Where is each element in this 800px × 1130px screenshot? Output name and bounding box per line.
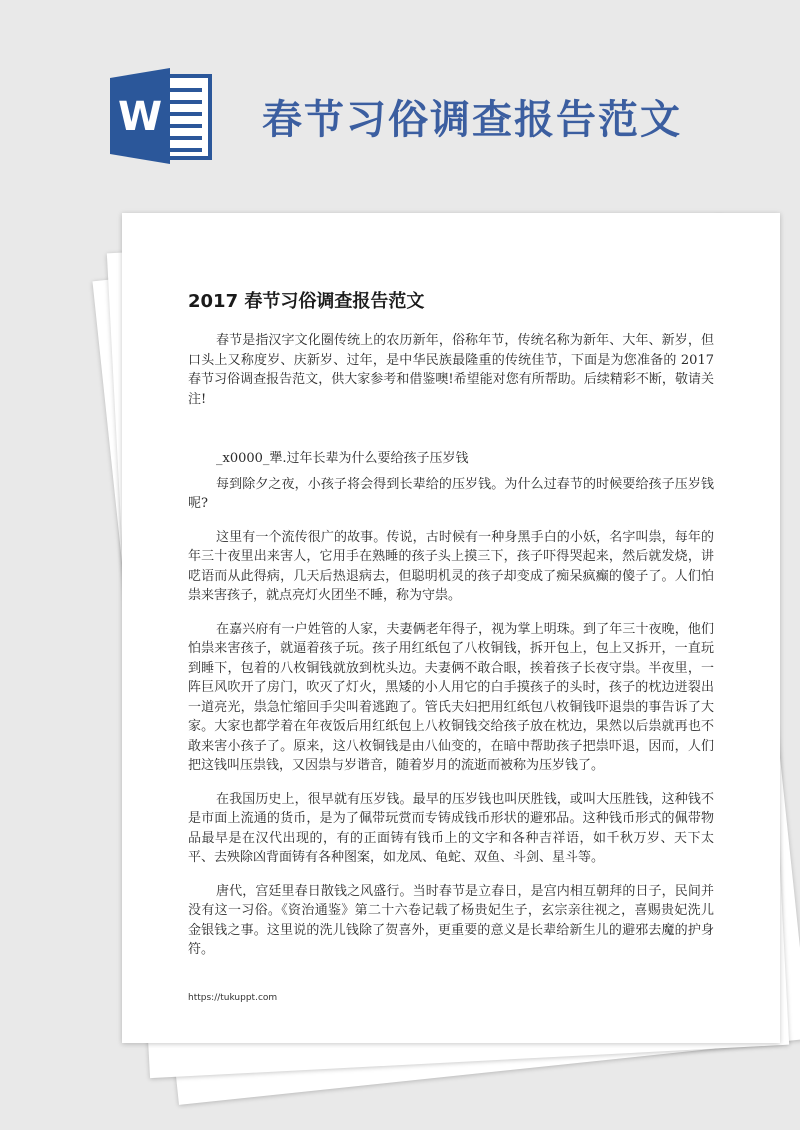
body-paragraph: 在我国历史上，很早就有压岁钱。最早的压岁钱也叫厌胜钱，或叫大压胜钱，这种钱不是市面上流通的货币，是为了佩带玩赏而专铸成钱币形状的避邪品。这种钱币形式的佩带物品最早是在汉代出现的，有的正面铸有钱币上的文字和各种吉祥语，如千秋万岁、天下太平、去殃除凶背面铸有各种图案，如龙凤、龟蛇、双鱼、斗剑、星斗等。 <box>188 791 714 865</box>
document-page <box>122 213 780 1043</box>
body-paragraph: 唐代，宫廷里春日散钱之风盛行。当时春节是立春日，是宫内相互朝拜的日子，民间并没有这一习俗。《资治通鉴》第二十六卷记载了杨贵妃生子，玄宗亲往视之，喜赐贵妃洗儿金银钱之事。这里说的洗儿钱除了贺喜外，更重要的意义是长辈给新生儿的避邪去魔的护身符。 <box>188 883 714 957</box>
body-paragraph: 每到除夕之夜，小孩子将会得到长辈给的压岁钱。为什么过春节的时候要给孩子压岁钱呢? <box>188 476 714 511</box>
document-title: 2017 春节习俗调查报告范文 <box>188 291 425 312</box>
banner-title: 春节习俗调查报告范文 <box>262 97 682 143</box>
footer-url: https://tukuppt.com <box>188 993 278 1003</box>
body-paragraph: 在嘉兴府有一户姓管的人家，夫妻俩老年得子，视为掌上明珠。到了年三十夜晚，他们怕祟来害孩子，就逼着孩子玩。孩子用红纸包了八枚铜钱，拆开包上，包上又拆开，一直玩到睡下，包着的八枚铜钱就放到枕头边。夫妻俩不敢合眼，挨着孩子长夜守祟。半夜里，一阵巨风吹开了房门，吹灭了灯火，黑矮的小人用它的白手摸孩子的头时，孩子的枕边迸裂出一道亮光，祟急忙缩回手尖叫着逃跑了。管氏夫妇把用红纸包八枚铜钱吓退祟的事告诉了大家。大家也都学着在年夜饭后用红纸包上八枚铜钱交给孩子放在枕边，果然以后祟就再也不敢来害小孩子了。原来，这八枚铜钱是由八仙变的，在暗中帮助孩子把祟吓退，因而，人们把这钱叫压祟钱，又因祟与岁谐音，随着岁月的流逝而被称为压岁钱了。 <box>188 621 714 773</box>
document-body <box>188 331 714 974</box>
body-paragraph: 这里有一个流传很广的故事。传说，古时候有一种身黑手白的小妖，名字叫祟，每年的年三十夜里出来害人，它用手在熟睡的孩子头上摸三下，孩子吓得哭起来，然后就发烧，讲呓语而从此得病，几天后热退病去，但聪明机灵的孩子却变成了痴呆疯癫的傻子了。人们怕祟来害孩子，就点亮灯火团坐不睡，称为守祟。 <box>188 529 714 603</box>
word-document-icon <box>108 68 218 164</box>
intro-paragraph: 春节是指汉字文化圈传统上的农历新年，俗称年节，传统名称为新年、大年、新岁，但口头上又称度岁、庆新岁、过年，是中华民族最隆重的传统佳节，下面是为您准备的 2017 春节习俗调查报告范文，供大家参考和借鉴噢!希望能对您有所帮助。后续精彩不断，敬请关注! <box>188 333 714 407</box>
section-heading: _x0000_犟.过年长辈为什么要给孩子压岁钱 <box>216 451 469 466</box>
word-logo-letter: W <box>117 94 163 140</box>
banner <box>0 0 800 200</box>
